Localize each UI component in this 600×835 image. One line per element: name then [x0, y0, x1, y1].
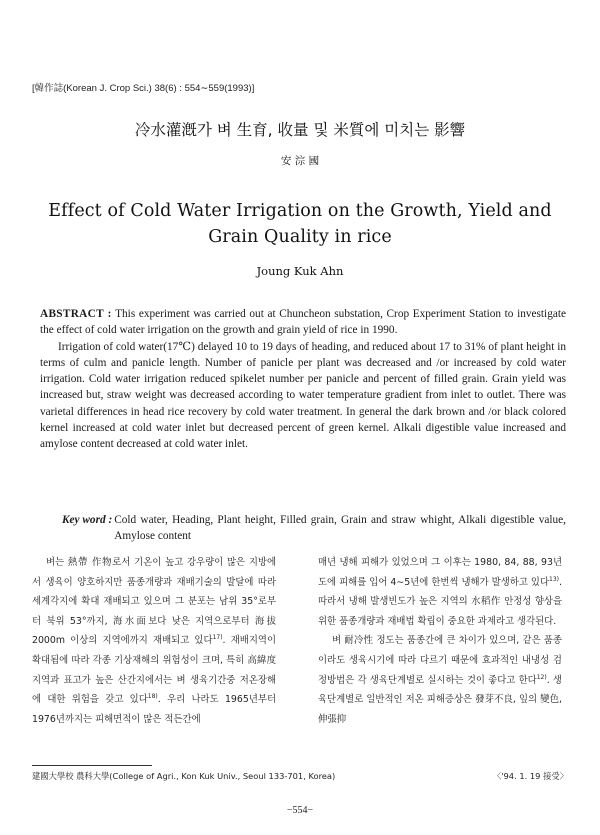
citation-ref: 13)	[549, 575, 560, 583]
korean-title: 冷水灌漑가 벼 生育, 收量 및 米質에 미치는 影響	[134, 121, 466, 139]
footnote-divider	[32, 765, 152, 766]
body-paragraph	[32, 553, 276, 729]
keywords-text: Cold water, Heading, Plant height, Filled grain, Grain and straw whight, Alkali digestible value, Amylose content	[114, 514, 566, 542]
abstract-paragraph-2: Irrigation of cold water(17℃) delayed 10 to 19 days of heading, and reduced about 17 to 31% of plant height in terms of culm and panicle length. Number of panicle per plant was decreased and /or increased by cold water irrigation. Cold water irrigation reduced spikelet number per panicle and percent of filled grain. Grain yield was increased but, straw weight was decreased according to water temperature gradient from inlet to outlet. There was varietal differences in head rice recovery by cold water treatment. In general the dark brown and /or black colored kernel increased at cold water inlet but decreased percent of green kernel. Alkali digestible value increased and amylose content decreased at cold water inlet.	[40, 340, 566, 451]
english-title: Effect of Cold Water Irrigation on the Growth, Yield and Grain Quality in rice	[48, 201, 552, 247]
received-date: 〈'94. 1. 19 接受〉	[492, 771, 568, 781]
body-text: . 재배지역이 확대됨에 따라 각종 기상재해의 위험성이 크며, 특히 高緯度지역과 표고가 높은 산간지에서는 벼 생육기간중 저온장해에 대한 위험을 갖고 있다	[32, 635, 277, 706]
english-author: Joung Kuk Ahn	[256, 264, 344, 278]
page-number: −554−	[286, 805, 314, 816]
body-paragraph	[318, 553, 562, 631]
abstract-section	[40, 306, 566, 453]
korean-author: 安 淙 國	[280, 155, 320, 167]
body-column-left	[32, 553, 276, 729]
body-text: . 우리 나라도 1965년부터 1976년까지는 피해면적이 많은 적든간에	[32, 694, 276, 725]
abstract-paragraph-1	[40, 306, 566, 339]
body-text: . 따라서 냉해 발생빈도가 높은 지역의 水稻作 안정성 향상을 위한 품종개량과 재배법 확립이 중요한 과제라고 생각된다.	[318, 576, 562, 627]
journal-citation: [韓作誌(Korean J. Crop Sci.) 38(6) : 554∼559(1993)]	[32, 83, 255, 94]
abstract-text-1: This experiment was carried out at Chuncheon substation, Crop Experiment Station to investigate the effect of cold water irrigation on the growth and grain yield of rice in 1990.	[40, 308, 567, 337]
citation-ref: 12)	[536, 673, 547, 681]
keywords-section	[62, 512, 566, 544]
keywords-label: Key word :	[62, 514, 113, 526]
author-affiliation: 建國大學校 農科大學(College of Agri., Kon Kuk Univ., Seoul 133-701, Korea)	[32, 771, 336, 781]
body-text: . 생육단계별로 일반적인 저온 피해증상은 發芽不良, 잎의 變色, 伸張抑	[318, 674, 562, 725]
body-text: 벼 耐冷性 정도는 품종간에 큰 차이가 있으며, 같은 품종이라도 생육시기에 따라 다르기 때문에 효과적인 내냉성 검정방법은 각 생육단계별로 실시하는 것이 좋다고 한다	[318, 635, 562, 686]
abstract-label: ABSTRACT :	[40, 308, 112, 320]
body-paragraph	[318, 631, 562, 729]
citation-ref: 18)	[147, 693, 158, 701]
body-text: 벼는 熱帶 作物로서 기온이 높고 강우량이 많은 지방에서 생육이 양호하지만 품종개량과 재배기술의 발달에 따라 세계각지에 확대 재배되고 있으며 그 분포는 남위 35°로부터 북위 53°까지, 海水面보다 낮은 지역으로부터 海拔 2000m 이상의 지역에까지 재배되고 있다	[32, 557, 276, 647]
body-column-right	[318, 553, 562, 729]
body-text: 매년 냉해 피해가 있었으며 그 이후는 1980, 84, 88, 93년도에 피해를 입어 4∼5년에 한번씩 냉해가 발생하고 있다	[318, 557, 562, 588]
citation-ref: 17)	[212, 634, 223, 642]
